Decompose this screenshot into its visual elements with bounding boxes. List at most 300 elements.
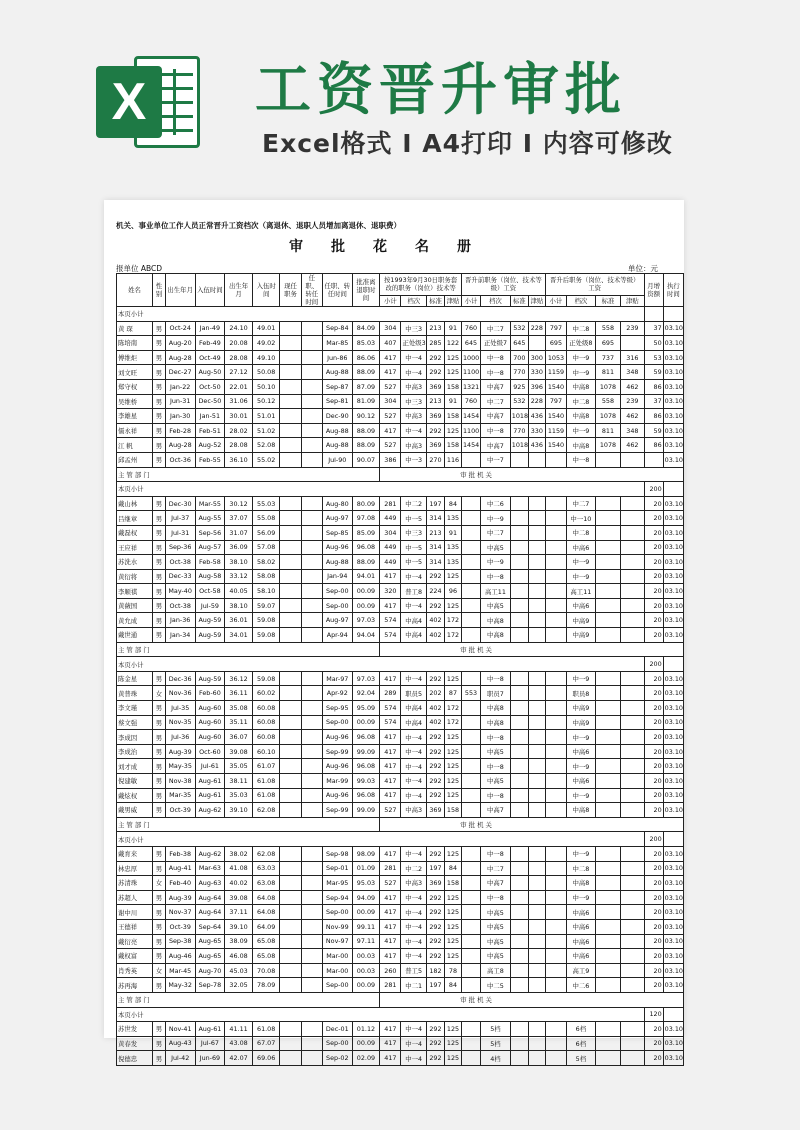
table-cell: 292 — [426, 1022, 444, 1037]
table-cell: 男 — [153, 1051, 166, 1066]
table-cell: 125 — [444, 774, 461, 789]
table-cell: 292 — [426, 774, 444, 789]
table-cell: 黄允成 — [117, 613, 153, 628]
table-cell: 37 — [644, 394, 663, 409]
table-cell: 儒永祥 — [117, 423, 153, 438]
table-cell: 中二7 — [567, 496, 596, 511]
table-cell: 125 — [444, 934, 461, 949]
table-cell — [280, 774, 301, 789]
table-cell: 中一8 — [481, 890, 511, 905]
table-cell: 00.09 — [352, 598, 380, 613]
table-cell: 戴男威 — [117, 803, 153, 818]
table-cell: Sep-87 — [322, 379, 352, 394]
subtotal-row — [117, 1007, 684, 1022]
subtotal-value: 200 — [644, 657, 663, 672]
table-cell — [301, 671, 322, 686]
table-row — [117, 671, 684, 686]
header-sub: 津贴 — [621, 295, 644, 306]
table-cell — [528, 978, 545, 993]
table-cell — [301, 336, 322, 351]
table-cell — [595, 774, 620, 789]
header-retire-time: 批准离退职时间 — [352, 274, 380, 307]
subtotal-row — [117, 307, 684, 322]
table-cell: 50.10 — [252, 379, 280, 394]
table-cell: Sep-38 — [165, 934, 195, 949]
table-cell: 李顺祺 — [117, 584, 153, 599]
table-cell: Sep-56 — [195, 525, 225, 540]
table-cell — [510, 803, 528, 818]
subtotal-empty — [663, 307, 683, 322]
table-cell — [301, 379, 322, 394]
table-cell: 男 — [153, 730, 166, 745]
table-cell: 蔡文强 — [117, 715, 153, 730]
table-cell: 中二8 — [567, 525, 596, 540]
table-cell — [545, 701, 566, 716]
table-cell: 292 — [426, 788, 444, 803]
table-cell: Aug-61 — [195, 774, 225, 789]
table-cell — [528, 1051, 545, 1066]
table-cell: 97.03 — [352, 613, 380, 628]
table-cell: 51.01 — [252, 409, 280, 424]
table-cell — [528, 569, 545, 584]
table-cell: 男 — [153, 584, 166, 599]
table-cell — [595, 876, 620, 891]
table-cell: 中一4 — [401, 949, 426, 964]
table-cell: Aug-28 — [165, 350, 195, 365]
table-cell: 38.09 — [225, 934, 253, 949]
table-cell: 27.12 — [225, 365, 253, 380]
table-cell — [595, 963, 620, 978]
table-row — [117, 423, 684, 438]
table-cell — [301, 438, 322, 453]
table-cell: 50 — [644, 336, 663, 351]
table-cell — [301, 846, 322, 861]
table-cell: 239 — [621, 394, 644, 409]
table-cell: 03.10 — [663, 584, 683, 599]
table-cell: Jul-36 — [165, 730, 195, 745]
table-cell: 中二7 — [481, 861, 511, 876]
table-cell: 中一5 — [401, 540, 426, 555]
table-cell: 中高3 — [401, 803, 426, 818]
table-cell — [545, 598, 566, 613]
table-cell — [280, 686, 301, 701]
table-cell: 97.03 — [352, 671, 380, 686]
table-cell: 吴维桥 — [117, 394, 153, 409]
table-cell: 30.01 — [225, 409, 253, 424]
table-cell: 1000 — [461, 350, 480, 365]
table-cell — [621, 336, 644, 351]
table-cell: 63.03 — [252, 861, 280, 876]
table-cell: 03.10 — [663, 686, 683, 701]
table-cell: 5档 — [481, 1022, 511, 1037]
table-cell: 戴磊权 — [117, 525, 153, 540]
table-cell — [280, 452, 301, 467]
table-cell: 黄薇国 — [117, 598, 153, 613]
table-cell: Aug-46 — [165, 949, 195, 964]
table-cell: 95.09 — [352, 701, 380, 716]
table-cell: 中高7 — [481, 876, 511, 891]
table-cell: 中一5 — [401, 511, 426, 526]
subtotal-row — [117, 482, 684, 497]
table-cell — [301, 978, 322, 993]
table-cell: 03.10 — [663, 963, 683, 978]
table-cell — [461, 890, 480, 905]
table-cell: 戴育来 — [117, 846, 153, 861]
table-row — [117, 496, 684, 511]
table-cell — [621, 963, 644, 978]
table-cell: 125 — [444, 1036, 461, 1051]
table-cell — [301, 963, 322, 978]
table-cell: 20 — [644, 569, 663, 584]
table-cell: 228 — [528, 321, 545, 336]
table-cell — [595, 598, 620, 613]
table-cell: Sep-94 — [322, 890, 352, 905]
table-cell: 20 — [644, 671, 663, 686]
table-cell: 中高5 — [481, 919, 511, 934]
table-cell: 386 — [380, 452, 401, 467]
table-cell: 中二8 — [567, 321, 596, 336]
table-cell: 402 — [426, 613, 444, 628]
table-cell — [461, 540, 480, 555]
table-cell: 黄普珠 — [117, 686, 153, 701]
table-cell: 中一9 — [567, 759, 596, 774]
table-cell: Sep-00 — [322, 1036, 352, 1051]
table-cell: 03.10 — [663, 759, 683, 774]
table-cell: 20 — [644, 759, 663, 774]
table-cell: Jan-22 — [165, 379, 195, 394]
table-cell — [510, 949, 528, 964]
table-cell: 20 — [644, 861, 663, 876]
table-cell: 中高8 — [567, 876, 596, 891]
table-cell: 20 — [644, 715, 663, 730]
table-cell: 00.09 — [352, 978, 380, 993]
table-cell: 03.10 — [663, 846, 683, 861]
table-cell: 64.08 — [252, 890, 280, 905]
table-cell: 61.08 — [252, 774, 280, 789]
table-cell: Sep-00 — [322, 905, 352, 920]
table-cell: 292 — [426, 949, 444, 964]
table-cell: 28.08 — [225, 438, 253, 453]
table-cell: 316 — [621, 350, 644, 365]
table-cell — [595, 934, 620, 949]
table-cell: 女 — [153, 876, 166, 891]
table-cell — [510, 628, 528, 643]
table-cell: 417 — [380, 423, 401, 438]
table-cell: 20 — [644, 584, 663, 599]
table-cell — [545, 803, 566, 818]
table-cell: 男 — [153, 803, 166, 818]
table-cell: Oct-58 — [195, 584, 225, 599]
table-cell — [545, 846, 566, 861]
table-cell — [461, 978, 480, 993]
table-cell: 37.11 — [225, 905, 253, 920]
table-cell — [510, 540, 528, 555]
table-cell: 125 — [444, 423, 461, 438]
table-cell: 03.10 — [663, 949, 683, 964]
table-cell: 03.10 — [663, 511, 683, 526]
table-cell — [595, 511, 620, 526]
table-cell: 20 — [644, 496, 663, 511]
table-cell: 03.10 — [663, 628, 683, 643]
table-cell: 574 — [380, 613, 401, 628]
table-row — [117, 701, 684, 716]
table-cell: 中高5 — [481, 540, 511, 555]
table-cell: Aug-58 — [195, 569, 225, 584]
table-cell: 傅维炬 — [117, 350, 153, 365]
dept-label: 主 管 部 门 — [117, 467, 380, 482]
table-cell: 中二7 — [481, 525, 511, 540]
table-cell: 292 — [426, 759, 444, 774]
table-cell — [510, 686, 528, 701]
table-cell: 中二8 — [567, 394, 596, 409]
table-row — [117, 321, 684, 336]
table-cell: 558 — [595, 394, 620, 409]
table-cell — [528, 963, 545, 978]
table-cell — [510, 525, 528, 540]
table-cell: 中一9 — [567, 569, 596, 584]
table-cell — [528, 905, 545, 920]
table-cell — [528, 540, 545, 555]
table-cell: Aug-61 — [195, 1022, 225, 1037]
table-cell: 4档 — [481, 1051, 511, 1066]
table-cell: 91 — [444, 525, 461, 540]
table-cell: Feb-58 — [195, 555, 225, 570]
table-cell: 03.10 — [663, 496, 683, 511]
table-cell: 58.10 — [252, 584, 280, 599]
table-cell — [510, 978, 528, 993]
table-cell: 88.09 — [352, 423, 380, 438]
table-cell: 197 — [426, 496, 444, 511]
table-cell: Jul-31 — [165, 525, 195, 540]
table-cell — [545, 496, 566, 511]
dept-row — [117, 817, 684, 832]
table-cell — [301, 525, 322, 540]
table-cell: 00.09 — [352, 584, 380, 599]
table-cell: 中一4 — [401, 1022, 426, 1037]
table-cell: 中一4 — [401, 934, 426, 949]
table-cell — [280, 876, 301, 891]
table-cell — [545, 949, 566, 964]
table-row — [117, 963, 684, 978]
table-cell: Jun-69 — [195, 1051, 225, 1066]
table-cell: 黄 琛 — [117, 321, 153, 336]
table-cell: 正处级8 — [567, 336, 596, 351]
table-cell: 中高3 — [401, 438, 426, 453]
table-cell: 中高4 — [401, 613, 426, 628]
table-cell: 中高9 — [567, 701, 596, 716]
table-cell: 男 — [153, 321, 166, 336]
table-cell: 417 — [380, 1051, 401, 1066]
header-sub: 小计 — [461, 295, 480, 306]
table-cell: 中高8 — [567, 409, 596, 424]
table-cell: 78.09 — [252, 978, 280, 993]
table-cell: 69.06 — [252, 1051, 280, 1066]
table-cell: 97.08 — [352, 511, 380, 526]
table-cell: Aug-65 — [195, 949, 225, 964]
table-cell: 中三3 — [401, 525, 426, 540]
table-cell: 03.10 — [663, 934, 683, 949]
table-cell: 96.08 — [352, 540, 380, 555]
table-cell — [280, 628, 301, 643]
table-cell: Jan-94 — [322, 569, 352, 584]
table-cell: 中一9 — [481, 555, 511, 570]
table-cell: 60.02 — [252, 686, 280, 701]
table-cell — [595, 569, 620, 584]
table-cell: 中一9 — [567, 788, 596, 803]
table-cell: Apr-92 — [322, 686, 352, 701]
table-cell: 中高3 — [401, 409, 426, 424]
table-cell — [510, 934, 528, 949]
table-row — [117, 759, 684, 774]
table-cell: 20 — [644, 905, 663, 920]
table-cell: 03.10 — [663, 1036, 683, 1051]
table-cell: 61.08 — [252, 788, 280, 803]
table-cell — [280, 321, 301, 336]
table-cell: Aug-96 — [322, 540, 352, 555]
table-cell — [461, 555, 480, 570]
table-cell: 314 — [426, 555, 444, 570]
table-cell: 20 — [644, 949, 663, 964]
table-cell: Aug-39 — [165, 744, 195, 759]
table-cell — [545, 759, 566, 774]
table-cell: 797 — [545, 321, 566, 336]
table-cell: 中高5 — [481, 934, 511, 949]
table-cell: 女 — [153, 686, 166, 701]
table-cell: 00.09 — [352, 1036, 380, 1051]
table-cell: 39.08 — [225, 744, 253, 759]
table-cell: 03.10 — [663, 978, 683, 993]
table-cell: 中一8 — [481, 759, 511, 774]
table-cell: 84.09 — [352, 321, 380, 336]
table-cell: 中高6 — [567, 949, 596, 964]
table-cell: 574 — [380, 628, 401, 643]
table-row — [117, 715, 684, 730]
table-cell: 59 — [644, 365, 663, 380]
table-cell: 男 — [153, 613, 166, 628]
table-cell — [595, 803, 620, 818]
table-cell: 男 — [153, 511, 166, 526]
table-cell: 20 — [644, 730, 663, 745]
table-cell — [545, 1036, 566, 1051]
table-cell — [301, 861, 322, 876]
document-header: 机关、事业单位工作人员正常晋升工资档次（离退休、退职人员增加离退休、退职费） — [116, 221, 401, 230]
table-cell — [545, 628, 566, 643]
table-cell: 304 — [380, 321, 401, 336]
table-cell: 中一4 — [401, 759, 426, 774]
header-duty-job-time: 任职、转任时间 — [322, 274, 352, 307]
table-cell — [595, 686, 620, 701]
table-cell: Aug-97 — [322, 613, 352, 628]
table-cell: Oct-24 — [165, 321, 195, 336]
subtotal-row — [117, 657, 684, 672]
table-cell — [545, 686, 566, 701]
table-cell — [595, 861, 620, 876]
table-cell: 03.10 — [663, 438, 683, 453]
roster-body — [117, 307, 684, 1066]
table-cell: 125 — [444, 788, 461, 803]
table-cell: 王德祥 — [117, 919, 153, 934]
table-cell: Mar-99 — [322, 774, 352, 789]
table-cell: 64.08 — [252, 905, 280, 920]
header-after-group: 晋升后职务（岗位、技术等级）工资 — [545, 274, 644, 296]
table-cell: 61.07 — [252, 759, 280, 774]
table-cell: 倪建敏 — [117, 774, 153, 789]
table-row — [117, 1036, 684, 1051]
header-exec-time: 执行时间 — [663, 274, 683, 307]
table-cell: 99.09 — [352, 803, 380, 818]
table-cell: 中三3 — [401, 321, 426, 336]
table-cell: 中高7 — [481, 409, 511, 424]
header-duty-time: 任职、转任时间 — [301, 274, 322, 307]
table-cell: 65.08 — [252, 949, 280, 964]
table-cell — [461, 452, 480, 467]
table-cell: 肖秀英 — [117, 963, 153, 978]
table-cell: 41.11 — [225, 1022, 253, 1037]
table-cell: 737 — [595, 350, 620, 365]
table-cell: 中一9 — [567, 846, 596, 861]
table-cell: 00.03 — [352, 949, 380, 964]
table-cell — [528, 890, 545, 905]
table-cell: Sep-02 — [322, 1051, 352, 1066]
table-cell — [545, 569, 566, 584]
table-cell — [461, 861, 480, 876]
table-row — [117, 744, 684, 759]
table-cell: 03.10 — [663, 423, 683, 438]
table-cell: 中一4 — [401, 788, 426, 803]
table-cell: 中一4 — [401, 890, 426, 905]
table-cell: Jan-34 — [165, 628, 195, 643]
table-cell: 574 — [380, 701, 401, 716]
table-cell — [545, 788, 566, 803]
table-cell: 59.07 — [252, 598, 280, 613]
table-cell — [528, 628, 545, 643]
table-cell: Jul-42 — [165, 1051, 195, 1066]
table-cell: 20 — [644, 978, 663, 993]
table-cell: 39.10 — [225, 919, 253, 934]
table-cell: 中二7 — [481, 321, 511, 336]
table-cell: 20 — [644, 1022, 663, 1037]
table-cell: 811 — [595, 365, 620, 380]
table-cell: 292 — [426, 934, 444, 949]
table-cell: Aug-60 — [195, 730, 225, 745]
table-cell: Nov-36 — [165, 686, 195, 701]
table-cell: Mar-95 — [322, 876, 352, 891]
table-cell — [461, 730, 480, 745]
table-cell: 40.05 — [225, 584, 253, 599]
table-cell: 中高9 — [567, 613, 596, 628]
table-cell: 1540 — [545, 438, 566, 453]
table-row — [117, 336, 684, 351]
table-cell: Jul-59 — [195, 598, 225, 613]
table-cell — [301, 686, 322, 701]
table-cell: 55.03 — [252, 496, 280, 511]
table-cell: 158 — [444, 379, 461, 394]
table-cell: 男 — [153, 715, 166, 730]
subtotal-value: 200 — [644, 832, 663, 847]
table-cell: 292 — [426, 1036, 444, 1051]
table-cell: 60.08 — [252, 715, 280, 730]
table-cell — [461, 598, 480, 613]
table-cell — [528, 511, 545, 526]
table-cell: Aug-59 — [195, 628, 225, 643]
table-row — [117, 584, 684, 599]
table-cell — [301, 423, 322, 438]
table-cell: 43.08 — [225, 1036, 253, 1051]
table-cell: 42.07 — [225, 1051, 253, 1066]
table-cell — [545, 978, 566, 993]
table-cell: 760 — [461, 394, 480, 409]
table-cell — [510, 1051, 528, 1066]
